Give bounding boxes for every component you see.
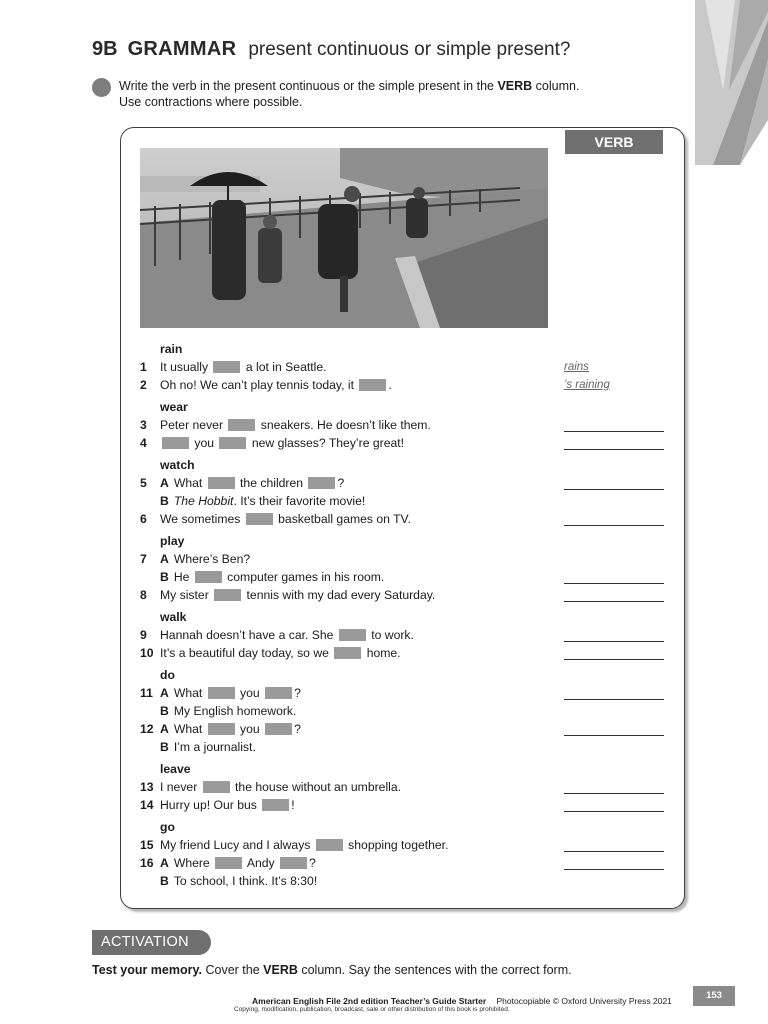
sentence-text: My friend Lucy and I always [160,838,314,852]
speaker-label: B [160,494,169,508]
item-number: 15 [140,838,154,852]
exercise-item [140,872,317,890]
footer-copyright: Photocopiable © Oxford University Press 2021 [496,996,672,1006]
exercise-item [140,416,431,434]
answer-gap [334,647,361,659]
item-number: 16 [140,856,154,870]
exercise-item [140,702,296,720]
instruction-verb-bold: VERB [497,79,533,93]
verb-group-text: go [160,820,175,834]
sentence-text: Oh no! We can’t play tennis today, it [160,378,358,392]
exercise-item [140,474,344,492]
sentence-text: you [191,436,218,450]
instruction-text-part: column. [532,79,580,93]
item-number: 5 [140,476,147,490]
answer-line[interactable] [564,869,664,870]
page-header [92,38,570,61]
sentence-text: It’s a beautiful day today, so we [160,646,333,660]
sentence-text: ? [309,856,316,870]
verb-group-label [140,532,184,550]
item-number: 6 [140,512,147,526]
answer-gap [215,857,242,869]
speaker-label: B [160,570,169,584]
activation-text: Cover the [202,963,264,977]
verb-group-label [140,608,186,626]
item-number: 14 [140,798,154,812]
speaker-label: A [160,856,169,870]
answer-line[interactable] [564,525,664,526]
page-number: 153 [693,986,735,1006]
sentence-text: a lot in Seattle. [242,360,327,374]
exercise-item [140,568,384,586]
sentence-text: Peter never [160,418,227,432]
answer-line[interactable] [564,601,664,602]
answer-gap [162,437,189,449]
verb-group-text: watch [160,458,195,472]
exercise-item [140,358,327,376]
page-subtitle: present continuous or simple present? [248,39,571,60]
exercise-item [140,376,392,394]
answer-gap [195,571,222,583]
sentence-text: It usually [160,360,212,374]
sentence-text: ! [291,798,295,812]
exercise-item [140,644,401,662]
exercise-item [140,510,411,528]
item-number: 9 [140,628,147,642]
item-number: 10 [140,646,154,660]
answer-gap [339,629,366,641]
item-number: 12 [140,722,154,736]
answer-gap [219,437,246,449]
verb-group-label [140,456,195,474]
answer-line[interactable] [564,735,664,736]
speaker-label: A [160,476,169,490]
exercise-item [140,586,435,604]
exercise-item [140,626,414,644]
sentence-text: . It’s their favorite movie! [233,494,366,508]
activation-instruction [92,963,572,977]
verb-group-text: do [160,668,175,682]
answer-gap [213,361,240,373]
exercise-item [140,778,401,796]
sentence-text: the children [236,476,307,490]
speaker-label: A [160,686,169,700]
answer-line[interactable] [564,699,664,700]
answer-gap [280,857,307,869]
verb-group-text: walk [160,610,187,624]
answer-line[interactable] [564,431,664,432]
sentence-text: basketball games on TV. [274,512,411,526]
sentence-text: ? [294,722,301,736]
speaker-label: B [160,874,169,888]
exercise-item [140,550,250,568]
item-number: 7 [140,552,147,566]
item-number: 11 [140,686,153,700]
item-number: 2 [140,378,147,392]
corner-decoration [695,0,768,165]
item-number: 8 [140,588,147,602]
answer-gap [203,781,230,793]
sentence-text: new glasses? They’re great! [248,436,405,450]
sentence-text: shopping together. [344,838,449,852]
answer-line[interactable] [564,489,664,490]
verb-group-label [140,760,191,778]
answer-line[interactable] [564,659,664,660]
answer-gap [359,379,386,391]
instruction-bullet-icon [92,78,111,97]
sentence-text: Hannah doesn’t have a car. She [160,628,337,642]
sentence-text: My sister [160,588,213,602]
example-answer: rains [564,361,589,373]
answer-line[interactable] [564,449,664,450]
section-title: GRAMMAR [127,38,237,60]
answer-line[interactable] [564,851,664,852]
sentence-text: Andy [244,856,278,870]
answer-gap [265,687,292,699]
verb-group-text: leave [160,762,191,776]
sentence-text: you [236,722,264,736]
verb-group-label [140,666,175,684]
activation-tab: ACTIVATION [92,930,211,955]
sentence-text: the house without an umbrella. [231,780,402,794]
sentence-text: computer games in his room. [223,570,385,584]
sentence-text: He [173,570,193,584]
verb-column-header: VERB [565,130,663,154]
answer-gap [228,419,255,431]
title-italic: The Hobbit [173,494,234,508]
exercise-item [140,738,256,756]
sentence-text: sneakers. He doesn’t like them. [257,418,431,432]
exercise-item [140,684,301,702]
sentence-text: tennis with my dad every Saturday. [243,588,436,602]
sentence-text: We sometimes [160,512,244,526]
sentence-text: I never [160,780,201,794]
sentence-text: to work. [367,628,414,642]
footer-legal: Copying, modification, publication, broadcast, sale or other distribution of this book is prohibited. [234,1006,510,1013]
item-number: 1 [140,360,147,374]
activation-text: column. Say the sentences with the correct form. [297,963,572,977]
rainy-seaside-photo [140,148,548,328]
answer-line[interactable] [564,811,664,812]
answer-gap [246,513,273,525]
instruction-text-part: Write the verb in the present continuous or the simple present in the [119,79,498,93]
activation-bold: Test your memory. [92,963,202,977]
answer-gap [316,839,343,851]
answer-gap [208,687,235,699]
unit-code: 9B [92,38,118,60]
exercise-item [140,434,404,452]
item-number: 13 [140,780,154,794]
answer-gap [265,723,292,735]
item-number: 4 [140,436,147,450]
sentence-text: Hurry up! Our bus [160,798,261,812]
exercise-item [140,492,365,510]
sentence-text: Where [173,856,214,870]
instruction-text-line2: Use contractions where possible. [119,95,303,109]
answer-gap [208,477,235,489]
answer-line[interactable] [564,583,664,584]
exercise-item [140,836,448,854]
speaker-label: A [160,722,169,736]
sentence-text: you [236,686,264,700]
verb-group-text: play [160,534,185,548]
verb-group-text: rain [160,342,183,356]
verb-group-label [140,398,188,416]
footer-book-title: American English File 2nd edition Teacher’s Guide Starter [252,996,487,1006]
sentence-text: To school, I think. It’s 8:30! [173,874,318,888]
example-answer: ’s raining [564,379,610,391]
activation-verb: VERB [263,963,298,977]
sentence-text: . [388,378,392,392]
answer-gap [308,477,335,489]
verb-group-text: wear [160,400,188,414]
answer-line[interactable] [564,793,664,794]
sentence-text: home. [363,646,401,660]
sentence-text: ? [294,686,301,700]
verb-group-label [140,818,175,836]
sentence-text: My English homework. [173,704,297,718]
exercise-item [140,854,316,872]
answer-gap [214,589,241,601]
answer-line[interactable] [564,641,664,642]
item-number: 3 [140,418,147,432]
instruction-text [119,78,679,110]
answer-gap [208,723,235,735]
exercise-item [140,720,301,738]
sentence-text: What [173,476,206,490]
exercise-item [140,796,295,814]
speaker-label: B [160,704,169,718]
footer [252,996,672,1006]
speaker-label: A [160,552,169,566]
speaker-label: B [160,740,169,754]
sentence-text: What [173,722,206,736]
sentence-text: ? [337,476,345,490]
answer-gap [262,799,289,811]
verb-group-label [140,340,182,358]
sentence-text: I’m a journalist. [173,740,256,754]
sentence-text: What [173,686,206,700]
sentence-text: Where’s Ben? [173,552,251,566]
